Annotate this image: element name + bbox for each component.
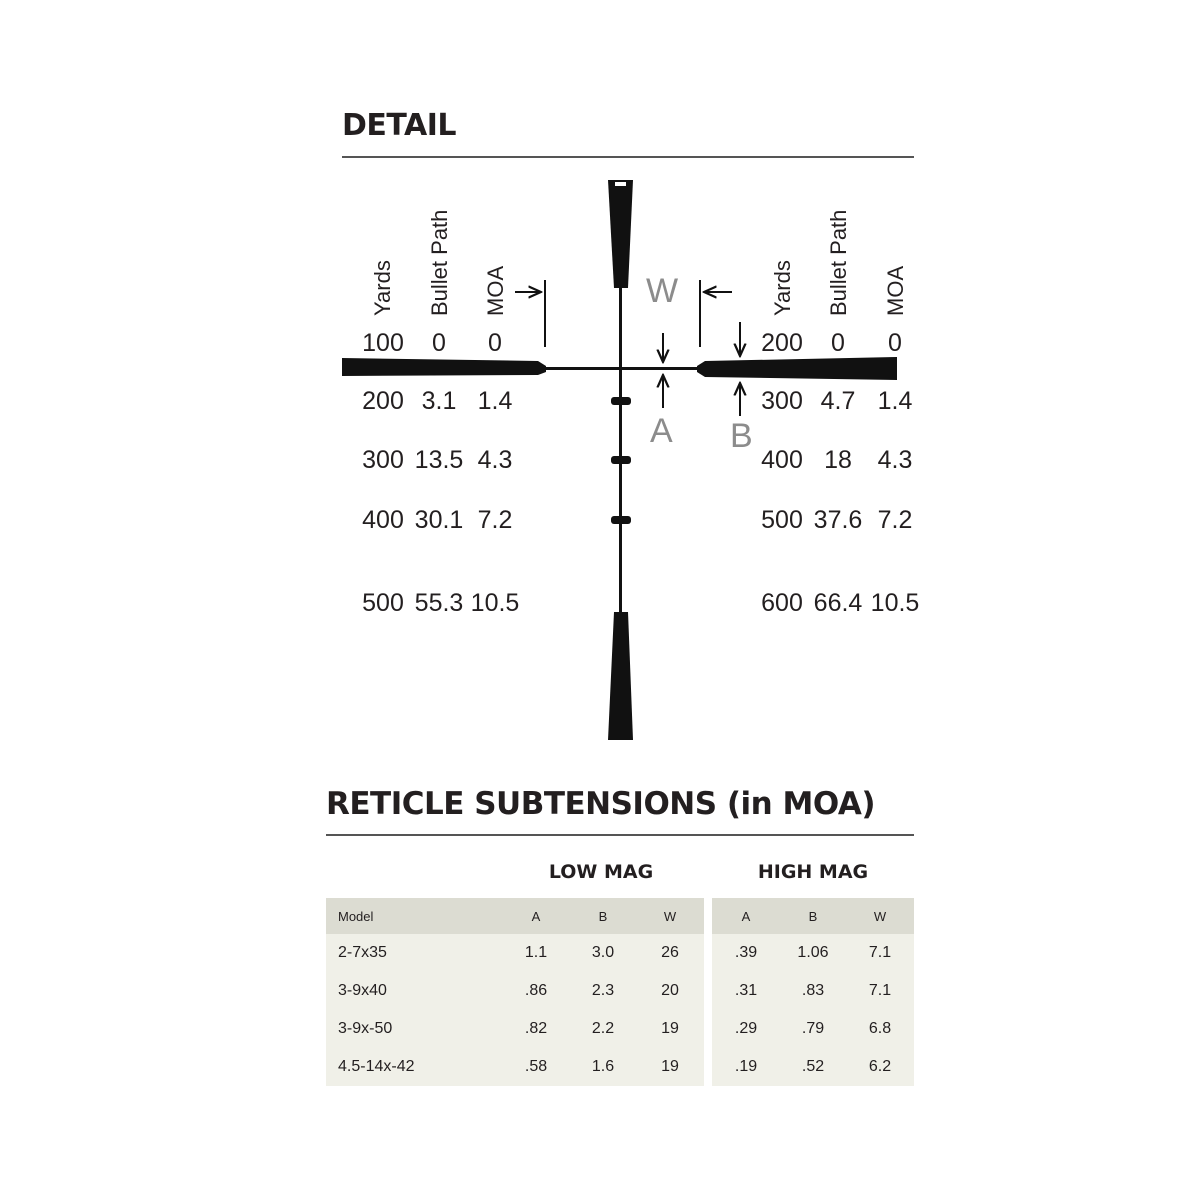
right-row-3-yards: 400 (761, 446, 803, 474)
left-row-3-bullet-path: 13.5 (414, 446, 464, 474)
table-header-row (326, 898, 914, 934)
cell-low-b: 2.3 (570, 972, 636, 1010)
cell-low-w: 26 (636, 934, 704, 972)
dimension-label-a: A (650, 412, 673, 450)
cell-low-b: 3.0 (570, 934, 636, 972)
column-separator (704, 934, 712, 972)
left-header-bullet-path: Bullet Path (427, 209, 452, 316)
reticle-top-post-notch (615, 182, 626, 186)
cell-low-w: 20 (636, 972, 704, 1010)
stadia-mark-1 (611, 397, 631, 405)
left-row-1-yards: 100 (362, 329, 404, 357)
column-header-high-a: A (712, 898, 780, 934)
low-mag-header: LOW MAG (548, 861, 654, 883)
table-row (326, 934, 914, 972)
cell-high-w: 7.1 (846, 972, 914, 1010)
column-separator (704, 1048, 712, 1086)
left-row-4-yards: 400 (362, 506, 404, 534)
cell-low-w: 19 (636, 1010, 704, 1048)
right-row-1-bullet-path: 0 (831, 329, 845, 357)
right-header-yards: Yards (770, 260, 795, 316)
cell-high-b: .52 (780, 1048, 846, 1086)
right-row-3-moa: 4.3 (877, 446, 913, 474)
cell-low-b: 2.2 (570, 1010, 636, 1048)
cell-model: 3-9x40 (326, 972, 502, 1010)
table-row (326, 1048, 914, 1086)
left-row-3-yards: 300 (362, 446, 404, 474)
right-header-bullet-path: Bullet Path (826, 209, 851, 316)
cell-low-a: .86 (502, 972, 570, 1010)
cell-high-w: 7.1 (846, 934, 914, 972)
cell-model: 4.5-14x-42 (326, 1048, 502, 1086)
reticle-left-post (342, 358, 546, 376)
right-row-4-moa: 7.2 (877, 506, 913, 534)
left-row-5-moa: 10.5 (470, 589, 520, 617)
reticle-right-post (697, 357, 897, 380)
cell-high-b: 1.06 (780, 934, 846, 972)
cell-high-b: .79 (780, 1010, 846, 1048)
cell-low-w: 19 (636, 1048, 704, 1086)
cell-low-a: 1.1 (502, 934, 570, 972)
left-row-4-bullet-path: 30.1 (414, 506, 464, 534)
column-header-high-w: W (846, 898, 914, 934)
left-row-5-bullet-path: 55.3 (414, 589, 464, 617)
column-separator (704, 972, 712, 1010)
right-row-1-yards: 200 (761, 329, 803, 357)
stadia-mark-3 (611, 516, 631, 524)
column-header-low-w: W (636, 898, 704, 934)
reticle-top-post (608, 180, 633, 288)
cell-high-a: .31 (712, 972, 780, 1010)
cell-high-w: 6.8 (846, 1010, 914, 1048)
left-row-2-yards: 200 (362, 387, 404, 415)
left-row-4-moa: 7.2 (477, 506, 513, 534)
reticle-bottom-post (608, 612, 633, 740)
column-header-high-b: B (780, 898, 846, 934)
cell-low-b: 1.6 (570, 1048, 636, 1086)
stadia-mark-2 (611, 456, 631, 464)
left-header-yards: Yards (370, 260, 395, 316)
cell-low-a: .82 (502, 1010, 570, 1048)
cell-high-b: .83 (780, 972, 846, 1010)
left-row-3-moa: 4.3 (477, 446, 513, 474)
subtensions-table (326, 898, 914, 1086)
dimension-label-w: W (646, 272, 679, 310)
right-row-5-moa: 10.5 (870, 589, 920, 617)
cell-low-a: .58 (502, 1048, 570, 1086)
reticle-horizontal-crosshair (544, 367, 699, 370)
right-row-2-yards: 300 (761, 387, 803, 415)
left-row-2-bullet-path: 3.1 (421, 387, 457, 415)
column-separator (704, 898, 712, 934)
left-row-5-yards: 500 (362, 589, 404, 617)
right-header-moa: MOA (883, 265, 908, 316)
column-header-low-b: B (570, 898, 636, 934)
left-row-2-moa: 1.4 (477, 387, 513, 415)
right-row-3-bullet-path: 18 (824, 446, 852, 474)
left-row-1-moa: 0 (488, 329, 502, 357)
dimension-label-b: B (730, 417, 753, 455)
left-header-moa: MOA (483, 265, 508, 316)
reticle-vertical-crosshair (619, 286, 622, 614)
right-row-5-bullet-path: 66.4 (813, 589, 863, 617)
table-row (326, 972, 914, 1010)
right-row-4-yards: 500 (761, 506, 803, 534)
high-mag-header: HIGH MAG (757, 861, 869, 883)
subtensions-divider (326, 834, 914, 836)
left-row-1-bullet-path: 0 (432, 329, 446, 357)
column-header-model: Model (326, 898, 502, 934)
right-row-2-moa: 1.4 (877, 387, 913, 415)
column-header-low-a: A (502, 898, 570, 934)
subtensions-title: RETICLE SUBTENSIONS (in MOA) (326, 786, 876, 822)
cell-high-a: .29 (712, 1010, 780, 1048)
right-row-5-yards: 600 (761, 589, 803, 617)
detail-title: DETAIL (342, 108, 457, 143)
cell-model: 3-9x-50 (326, 1010, 502, 1048)
table-row (326, 1010, 914, 1048)
cell-high-a: .19 (712, 1048, 780, 1086)
right-row-2-bullet-path: 4.7 (820, 387, 856, 415)
cell-high-a: .39 (712, 934, 780, 972)
cell-model: 2-7x35 (326, 934, 502, 972)
cell-high-w: 6.2 (846, 1048, 914, 1086)
right-row-1-moa: 0 (888, 329, 902, 357)
right-row-4-bullet-path: 37.6 (813, 506, 863, 534)
column-separator (704, 1010, 712, 1048)
